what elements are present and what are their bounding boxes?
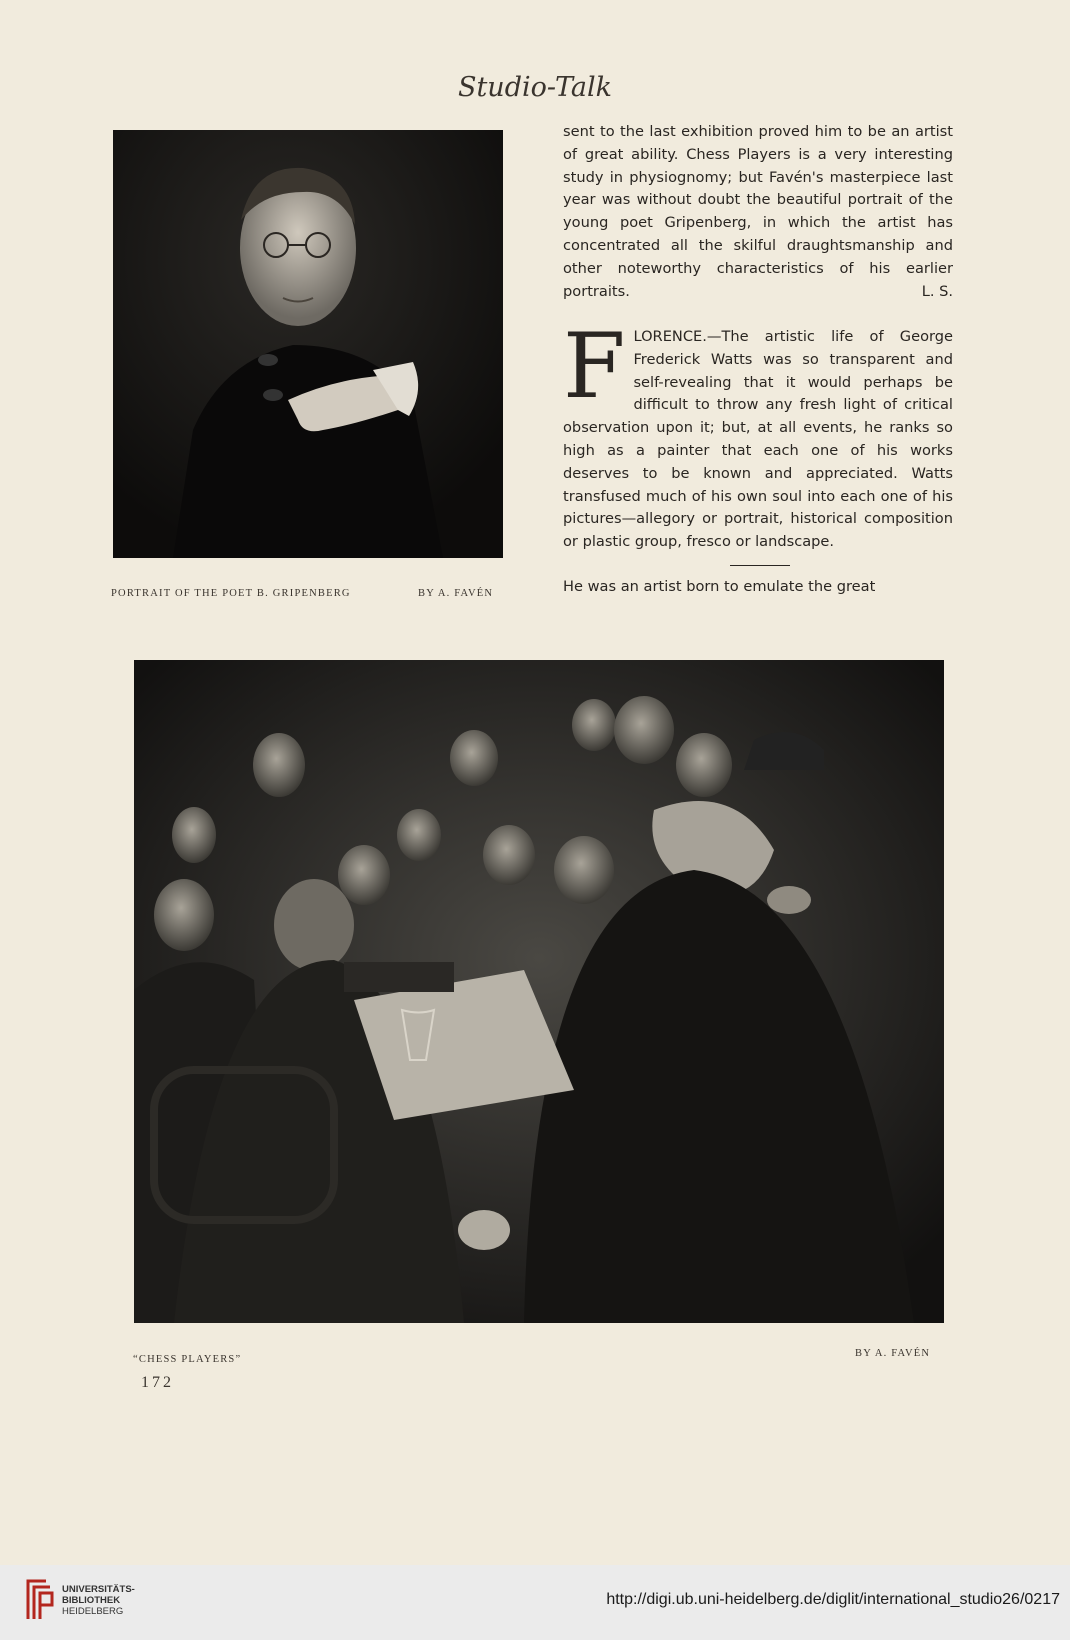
author-signature: L. S. [921,282,953,300]
portrait-illustration [113,130,503,558]
library-logo-icon [24,1575,56,1631]
paragraph-2-text: LORENCE.—The artistic life of George Frederick Watts was so transparent and self-revealing that it would perhaps be difficult to throw any fresh light of critical observation upon it; but, at all events, he ranks so high as a painter that each one of his works deserves to be known and appreciated. Watts transfused much of his own soul into each one of his pictures—allegory or portrait, historical composition or plastic group, fresco or landscape. [563,328,953,551]
library-footer [0,1565,1070,1640]
page-number: 172 [141,1374,174,1391]
article-paragraph-3: He was an artist born to emulate the great [563,578,876,595]
chess-players-illustration [134,660,944,1323]
painting-caption-title: “CHESS PLAYERS” [133,1354,242,1365]
portrait-caption-artist: BY A. FAVÉN [418,588,494,599]
page-title: Studio-Talk [457,72,613,103]
article-paragraph-1 [563,121,953,303]
portrait-caption-title: PORTRAIT OF THE POET B. GRIPENBERG [111,588,351,599]
paragraph-1-text: sent to the last exhibition proved him to be an artist of great ability. Chess Players is a very interesting study in physiognomy; but Favén's masterpiece last year was without doubt the beautiful portrait of the young poet Gripenberg, in which the artist has concentrated all the skilful draughtsmanship and other noteworthy characteristics of his earlier portraits. [563,123,953,300]
section-divider [730,565,790,566]
article-paragraph-2 [563,314,953,554]
library-name [62,1584,182,1617]
library-name-line-3: HEIDELBERG [62,1606,124,1617]
library-name-line-1: UNIVERSITÄTS- [62,1584,135,1595]
library-name-line-2: BIBLIOTHEK [62,1595,121,1606]
chess-players-image [134,660,944,1323]
source-url-link[interactable]: http://digi.ub.uni-heidelberg.de/diglit/international_studio26/0217 [606,1591,1060,1608]
painting-caption-artist: BY A. FAVÉN [855,1348,931,1359]
portrait-image [113,130,503,558]
drop-cap: F [563,314,626,419]
